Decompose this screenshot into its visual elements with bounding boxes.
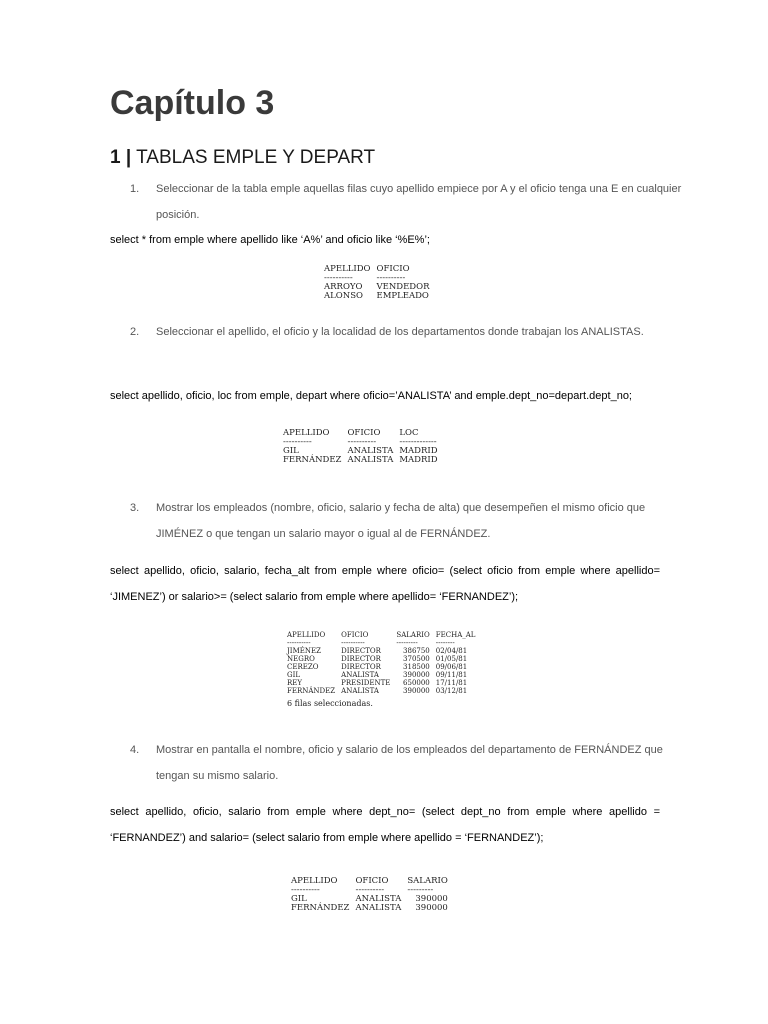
result-cell: FERNÁNDEZ — [291, 903, 350, 913]
exercise-number: 3. — [130, 502, 140, 514]
exercise-text: Mostrar en pantalla el nombre, oficio y salario de los empleados del departamento de FERNÁNDEZ que tengan su mismo salario. — [156, 744, 663, 782]
result-cell: 03/12/81 — [435, 687, 468, 695]
result-cell: ANALISTA — [341, 687, 379, 695]
result-cell: GIL — [287, 671, 301, 679]
column-underline: -------- — [435, 639, 455, 647]
result-cell: MADRID — [399, 455, 438, 465]
result-cell: 09/11/81 — [435, 671, 468, 679]
sql-query-3 — [110, 558, 660, 610]
column-header: LOC — [399, 428, 419, 438]
result-grid — [291, 877, 454, 913]
exercise-text: Seleccionar el apellido, el oficio y la localidad de los departamentos donde trabajan los ANALISTAS. — [156, 326, 644, 338]
section-title: TABLAS EMPLE Y DEPART — [136, 147, 376, 168]
column-header: OFICIO — [347, 428, 381, 438]
column-header: OFICIO — [376, 264, 410, 274]
result-table-4 — [291, 877, 454, 913]
result-table-1 — [324, 265, 435, 301]
result-cell: ANALISTA — [347, 446, 394, 456]
result-row — [287, 663, 481, 671]
sql-line: select apellido, oficio, salario, fecha_alt from emple where oficio= (select oficio from emple where apellido= — [110, 565, 660, 577]
column-underline: ---------- — [287, 639, 311, 647]
exercise-4 — [130, 737, 690, 789]
column-underline: --------- — [407, 885, 434, 895]
result-cell: JIMÉNEZ — [287, 647, 321, 655]
result-grid — [324, 265, 435, 301]
column-header: FECHA_AL — [435, 631, 476, 639]
column-header: APELLIDO — [291, 876, 338, 886]
chapter-title: Capítulo 3 — [110, 84, 275, 122]
result-cell: ANALISTA — [341, 671, 379, 679]
result-row — [287, 647, 481, 655]
result-row — [287, 679, 481, 687]
result-dash-row — [287, 639, 481, 647]
column-underline: ---------- — [283, 437, 312, 447]
result-grid — [283, 429, 444, 465]
result-cell: GIL — [291, 894, 307, 904]
result-cell: 01/05/81 — [435, 655, 468, 663]
result-cell: ALONSO — [324, 291, 363, 301]
result-row — [324, 292, 435, 301]
sql-line: ‘FERNANDEZ’) and salario= (select salario from emple where apellido = ‘FERNANDEZ’); — [110, 832, 544, 844]
column-underline: ------------- — [399, 437, 437, 447]
exercise-text: Seleccionar de la tabla emple aquellas filas cuyo apellido empiece por A y el oficio tenga una E en cualquier posición. — [156, 183, 682, 221]
exercise-text: Mostrar los empleados (nombre, oficio, salario y fecha de alta) que desempeñen el mismo oficio que JIMÉNEZ o que tengan un salario mayor o igual al de FERNÁNDEZ. — [156, 502, 646, 540]
result-cell: GIL — [283, 446, 299, 456]
column-underline: ---------- — [291, 885, 320, 895]
result-cell: 318500 — [403, 663, 430, 671]
result-cell: FERNÁNDEZ — [287, 687, 336, 695]
column-underline: --------- — [396, 639, 418, 647]
result-table-3 — [287, 631, 481, 708]
result-cell: ANALISTA — [355, 903, 402, 913]
result-cell: NEGRO — [287, 655, 315, 663]
sql-line: ‘JIMENEZ’) or salario>= (select salario from emple where apellido= ‘FERNANDEZ’); — [110, 591, 519, 603]
result-row — [287, 687, 481, 695]
exercise-number: 1. — [130, 183, 140, 195]
exercise-number: 4. — [130, 744, 140, 756]
column-header: OFICIO — [341, 631, 369, 639]
exercise-number: 2. — [130, 326, 140, 338]
column-underline: ---------- — [347, 437, 377, 447]
result-cell: 390000 — [415, 903, 448, 913]
result-footer: 6 filas seleccionadas. — [287, 699, 373, 708]
result-row — [287, 655, 481, 663]
result-header-row — [287, 631, 481, 639]
exercise-2 — [130, 319, 690, 345]
result-grid — [287, 631, 481, 695]
result-cell: CEREZO — [287, 663, 319, 671]
result-cell: DIRECTOR — [341, 663, 381, 671]
result-cell: DIRECTOR — [341, 647, 381, 655]
column-underline: ---------- — [324, 273, 353, 283]
column-underline: ---------- — [376, 273, 406, 283]
sql-query-2: select apellido, oficio, loc from emple, depart where oficio=’ANALISTA’ and emple.dept_no=depart.dept_no; — [110, 390, 632, 402]
result-cell: 370500 — [403, 655, 430, 663]
result-cell: PRESIDENTE — [341, 679, 391, 687]
exercise-3 — [130, 495, 690, 547]
result-row — [287, 671, 481, 679]
sql-query-1: select * from emple where apellido like ‘A%’ and oficio like ‘%E%’; — [110, 234, 430, 246]
result-cell: 386750 — [403, 647, 430, 655]
result-cell: 02/04/81 — [435, 647, 468, 655]
exercise-1 — [130, 176, 690, 228]
result-cell: 09/06/81 — [435, 663, 468, 671]
result-row — [283, 456, 444, 465]
column-header: APELLIDO — [283, 428, 330, 438]
section-number: 1 | — [110, 147, 132, 168]
result-cell: 390000 — [403, 671, 430, 679]
result-cell: FERNÁNDEZ — [283, 455, 342, 465]
result-cell: ARROYO — [324, 282, 363, 292]
result-cell: 390000 — [403, 687, 430, 695]
result-cell: ANALISTA — [355, 894, 402, 904]
result-cell: EMPLEADO — [376, 291, 429, 301]
result-row — [291, 904, 454, 913]
column-underline: ---------- — [355, 885, 385, 895]
result-cell: 650000 — [403, 679, 430, 687]
column-header: APELLIDO — [287, 631, 326, 639]
result-cell: REY — [287, 679, 303, 687]
column-underline: ---------- — [341, 639, 365, 647]
column-header: SALARIO — [396, 631, 430, 639]
result-cell: VENDEDOR — [376, 282, 430, 292]
result-cell: 390000 — [415, 894, 448, 904]
result-cell: 17/11/81 — [435, 679, 468, 687]
result-table-2 — [283, 429, 444, 465]
result-cell: DIRECTOR — [341, 655, 381, 663]
sql-query-4 — [110, 799, 660, 851]
column-header: OFICIO — [355, 876, 389, 886]
column-header: APELLIDO — [324, 264, 371, 274]
sql-line: select apellido, oficio, salario from emple where dept_no= (select dept_no from emple where apellido = — [110, 806, 660, 818]
section-heading — [110, 147, 375, 169]
result-cell: MADRID — [399, 446, 438, 456]
column-header: SALARIO — [407, 876, 448, 886]
result-cell: ANALISTA — [347, 455, 394, 465]
